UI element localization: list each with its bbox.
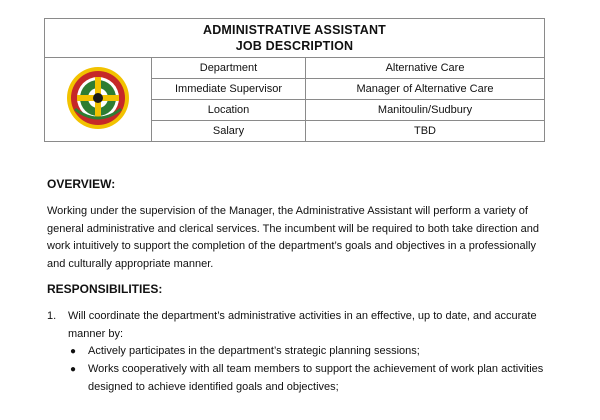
bullet-dot-icon: ●	[70, 346, 77, 357]
responsibilities-heading: RESPONSIBILITIES:	[47, 282, 163, 296]
job-title-cell	[45, 19, 545, 58]
responsibility-text: Will coordinate the department’s administrative activities in an effective, up to date, and accurate manner by:	[68, 310, 537, 340]
organization-logo-icon	[65, 65, 131, 131]
overview-heading: OVERVIEW:	[47, 177, 116, 191]
department-value: Alternative Care	[306, 58, 545, 79]
location-label: Location	[152, 100, 306, 121]
logo-cell	[45, 58, 152, 142]
department-label: Department	[152, 58, 306, 79]
bullet-text: Actively participates in the department’s strategic planning sessions;	[88, 345, 420, 357]
job-title-line1: ADMINISTRATIVE ASSISTANT	[202, 23, 387, 37]
supervisor-value: Manager of Alternative Care	[306, 79, 545, 100]
salary-value: TBD	[306, 121, 545, 142]
bullet-text: Works cooperatively with all team members to support the achievement of work plan activities designed to achieve identified goals and objectives;	[88, 363, 544, 393]
supervisor-label: Immediate Supervisor	[152, 79, 306, 100]
bullet-dot-icon: ●	[70, 364, 77, 375]
salary-label: Salary	[152, 121, 306, 142]
responsibility-number: 1.	[47, 310, 57, 322]
overview-paragraph: Working under the supervision of the Manager, the Administrative Assistant will perform a variety of general administrative and clerical services. The incumbent will be required to both take direction and work intuitively to support the completion of the department’s goals and objectives in a professionally and culturally appropriate manner.	[47, 205, 540, 270]
job-title-line2: JOB DESCRIPTION	[235, 39, 354, 53]
location-value: Manitoulin/Sudbury	[306, 100, 545, 121]
job-header-table	[44, 18, 545, 142]
